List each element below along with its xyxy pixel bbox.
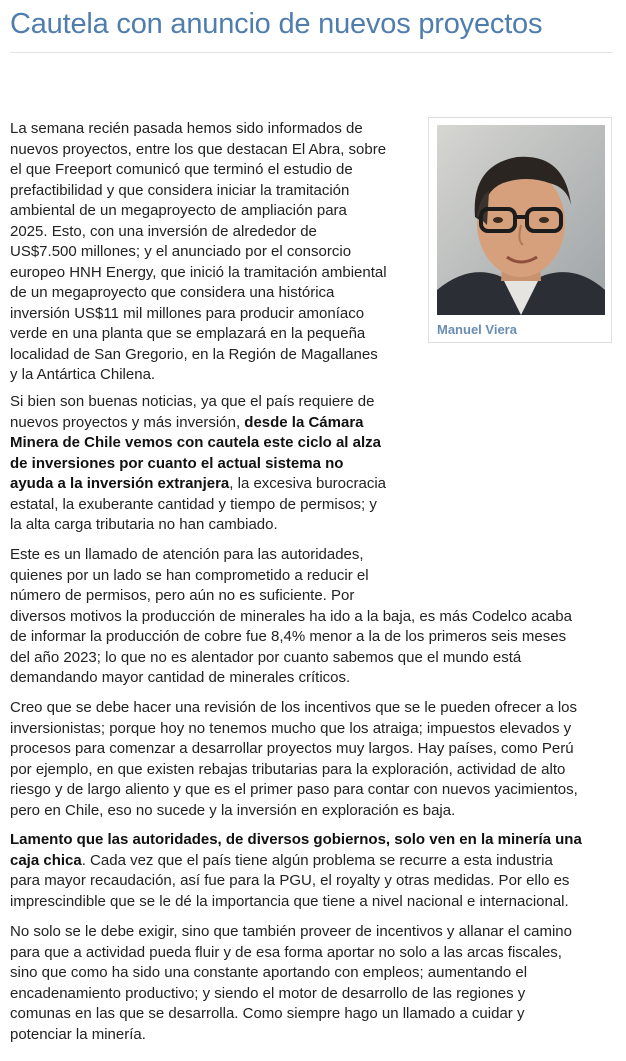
paragraph-line: diversos motivos la producción de minerales ha ido a la baja, es más Codelco acaba [10,607,572,625]
paragraph-line: de inversiones por cuanto el actual sistema no [10,454,344,472]
paragraph-line: número de permisos, pero aún no es suficiente. Por [10,587,355,604]
paragraph-line: nuevos proyectos, entre los que destacan El Abra, sobre [10,140,387,158]
paragraph-4 [10,698,616,821]
paragraph-line: quienes por un lado se han comprometido a reducir el [10,566,369,584]
paragraph-line: ayuda a la inversión extranjera, la excesiva burocracia [10,475,387,492]
paragraph-6 [10,922,616,1045]
paragraph-line: la alta carga tributaria no han cambiado. [10,516,278,533]
article-title: Cautela con anuncio de nuevos proyectos [10,8,543,40]
paragraph-line: Si bien son buenas noticias, ya que el país requiere de [10,393,375,410]
paragraph-line: Creo que se debe hacer una revisión de los incentivos que se le pueden ofrecer a los [10,699,578,716]
paragraph-1 [10,119,410,386]
paragraph-line: sino que como ha sido una constante aportando con empleos; aumentando el [10,964,528,981]
paragraph-line: inversión US$11 mil millones para producir amoníaco [10,304,365,322]
paragraph-line: potenciar la minería. [10,1025,146,1043]
paragraph-line: pero en Chile, eso no sucede y la inversión en exploración es baja. [10,801,456,819]
paragraph-line: verde en una planta que se emplazará en la pequeña [10,325,366,342]
paragraph-line: de un megaproyecto que considera una histórica [10,284,335,301]
paragraph-line: riesgo y de largo aliento y que es el primer paso para contar con nuevos yacimientos, [10,781,578,798]
paragraph-line: por ejemplo, en que existen rebajas tributarias para la exploración, actividad de alto [10,760,566,778]
author-caption: Manuel Viera [437,322,517,337]
paragraph-line: 2025. Esto, con una inversión de alrededor de [10,222,317,240]
paragraph-line: del año 2023; lo que no es alentador por cuanto sabemos que el mundo está [10,648,522,666]
paragraph-line: Lamento que las autoridades, de diversos gobiernos, solo ven en la minería una [10,831,582,848]
paragraph-line: ambiental de un megaproyecto de ampliación para [10,202,347,219]
paragraph-line: de informar la producción de cobre fue 8,4% menor a la de los primeros seis meses [10,628,567,645]
author-portrait-icon [437,125,605,315]
paragraph-line: prefactibilidad y que considera iniciar la tramitación [10,181,350,199]
paragraph-line: No solo se le debe exigir, sino que también proveer de incentivos y allanar el camino [10,923,572,940]
paragraph-line: el que Freeport comunicó que terminó el estudio de [10,161,353,178]
paragraph-line: estatal, la exuberante cantidad y tiempo de permisos; y [10,495,377,513]
paragraph-line: y la Antártica Chilena. [10,366,156,383]
paragraph-line: Minera de Chile vemos con cautela este ciclo al alza [10,434,381,451]
paragraph-line: para mayor recaudación, así fue para la PGU, el royalty y otras medidas. Por ello es [10,872,570,889]
paragraph-line: procesos para comenzar a desarrollar proyectos muy largos. Hay países, como Perú [10,740,574,757]
paragraph-line: Este es un llamado de atención para las autoridades, [10,546,364,563]
paragraph-line: La semana recién pasada hemos sido informados de [10,120,363,137]
paragraph-5 [10,830,616,912]
paragraph-line: europeo HNH Energy, que inició la tramitación ambiental [10,263,387,281]
author-photo-card [428,117,612,343]
paragraph-line: para que a actividad pueda fluir y de esa forma aportar no solo a las arcas fiscales, [10,943,562,961]
paragraph-line: US$7.500 millones; y el anunciado por el consorcio [10,243,352,260]
paragraph-line: encadenamiento productivo; y siendo el motor de desarrollo de las regiones y [10,984,526,1002]
paragraph-line: demandando mayor cantidad de minerales críticos. [10,669,351,686]
paragraph-line: inversionistas; porque hoy no tenemos mucho que los atraiga; impuestos elevados y [10,719,572,737]
title-divider [10,52,613,53]
paragraph-line: caja chica. Cada vez que el país tiene algún problema se recurre a esta industria [10,851,553,869]
paragraph-3 [10,545,616,689]
paragraph-line: imprescindible que se le dé la importancia que tiene a nivel nacional e internacional. [10,892,569,910]
paragraph-line: nuevos proyectos y más inversión, desde la Cámara [10,413,364,431]
paragraph-2 [10,392,410,536]
paragraph-line: localidad de San Gregorio, en la Región de Magallanes [10,345,378,363]
paragraph-line: comunas en las que se desarrolla. Como siempre hago un llamado a cuidar y [10,1005,525,1022]
